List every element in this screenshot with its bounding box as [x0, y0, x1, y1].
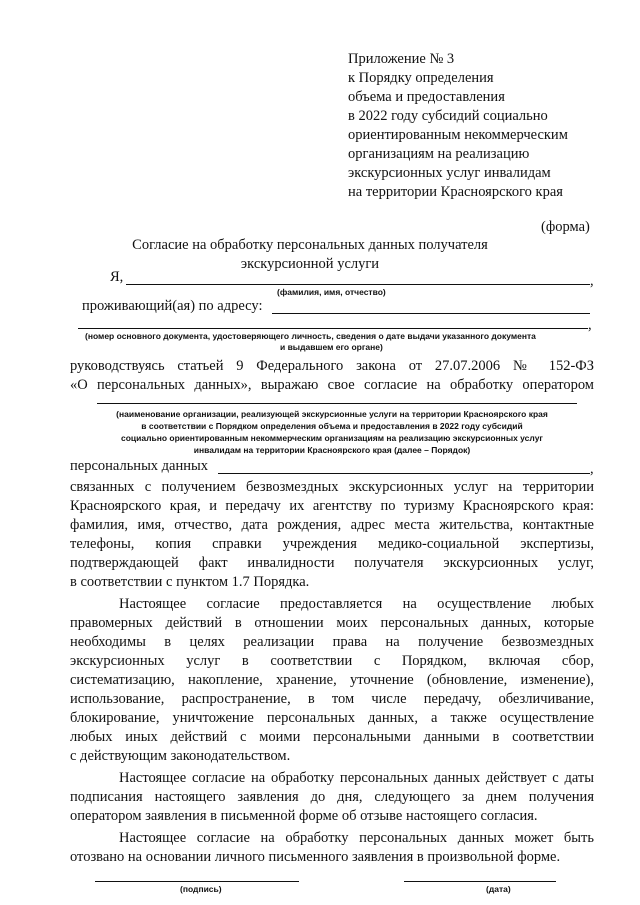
comma: , [590, 273, 594, 289]
paragraph-line: правомерных действий в отношении моих персональных данных, которые [70, 615, 594, 631]
organization-caption-line1: (наименование организации, реализующей экскурсионные услуги на территории Красноярского края [116, 409, 548, 419]
paragraph-line: блокирование, уничтожение персональных данных, а также осуществление [70, 710, 594, 726]
appendix-line: на территории Красноярского края [348, 184, 563, 200]
document-caption-line2: и выдавшем его органе) [280, 342, 383, 352]
paragraph-line: Настоящее согласие предоставляется на осуществление любых [119, 596, 594, 612]
paragraph-line: необходимы в целях реализации права на получение безвозмездных [70, 634, 594, 650]
paragraph-line: экскурсионных услуг в соответствии с Порядком, включая сбор, [70, 653, 594, 669]
paragraph-line: телефоны, копия справки учреждения медико-социальной экспертизы, [70, 536, 594, 552]
address-label: проживающий(ая) по адресу: [82, 298, 263, 314]
guided-line2: «О персональных данных», выражаю свое согласие на обработку оператором [70, 377, 594, 393]
paragraph-line: оператором заявления в письменной форме об отзыве настоящего согласия. [70, 808, 538, 824]
guided-line1: руководствуясь статьей 9 Федерального закона от 27.07.2006 № 152-ФЗ [70, 358, 594, 374]
paragraph-line: отозвано на основании личного письменного заявления в произвольной форме. [70, 849, 561, 865]
document-title-line2: экскурсионной услуги [240, 256, 380, 272]
comma: , [590, 461, 594, 477]
fio-caption: (фамилия, имя, отчество) [277, 287, 386, 297]
paragraph-line: связанных с получением безвозмездных экскурсионных услуг на территории [70, 479, 594, 495]
fio-field-line[interactable] [126, 284, 590, 285]
organization-caption-line4: инвалидам на территории Красноярского края (далее – Порядок) [193, 445, 471, 455]
organization-field-line[interactable] [97, 403, 577, 404]
appendix-line: экскурсионных услуг инвалидам [348, 165, 551, 181]
document-title-line1: Согласие на обработку персональных данных получателя [132, 237, 488, 253]
paragraph-line: использование, распространение, в том числе передачу, обезличивание, [70, 691, 594, 707]
appendix-line: Приложение № 3 [348, 51, 455, 67]
signature-caption: (подпись) [180, 884, 222, 894]
appendix-line: в 2022 году субсидий социально [348, 108, 548, 124]
document-field-line[interactable] [78, 328, 588, 329]
appendix-line: к Порядку определения [348, 70, 494, 86]
paragraph-line: любых иных действий с моими персональными данными в соответствии [70, 729, 594, 745]
paragraph-line: систематизацию, накопление, хранение, уточнение (обновление, изменение), [70, 672, 594, 688]
paragraph-line: Настоящее согласие на обработку персональных данных действует с даты [119, 770, 594, 786]
paragraph-line: Красноярского края, и передачу их агентству по туризму Красноярского края: [70, 498, 594, 514]
paragraph-line: Настоящее согласие на обработку персональных данных может быть [119, 830, 594, 846]
date-field-line[interactable] [404, 881, 556, 882]
form-label: (форма) [541, 219, 590, 235]
paragraph-line: фамилия, имя, отчество, дата рождения, адрес места жительства, контактные [70, 517, 594, 533]
comma: , [588, 317, 592, 333]
appendix-line: организациям на реализацию [348, 146, 530, 162]
paragraph-line: в соответствии с пунктом 1.7 Порядка. [70, 574, 310, 590]
i-prefix: Я, [110, 269, 124, 285]
paragraph-line: подписания настоящего заявления до дня, следующего за днем получения [70, 789, 594, 805]
document-caption-line1: (номер основного документа, удостоверяющего личность, сведения о дате выдачи указанного документа [85, 331, 536, 341]
appendix-line: объема и предоставления [348, 89, 505, 105]
personal-data-field-line[interactable] [218, 473, 590, 474]
organization-caption-line2: в соответствии с Порядком определения объема и предоставления в 2022 году субсидий [141, 421, 523, 431]
paragraph-line: с действующим законодательством. [70, 748, 291, 764]
paragraph-line: подтверждающей факт инвалидности получателя экскурсионных услуг, [70, 555, 594, 571]
appendix-line: ориентированным некоммерческим [348, 127, 568, 143]
signature-field-line[interactable] [95, 881, 299, 882]
organization-caption-line3: социально ориентированным некоммерческим организациям на реализацию экскурсионных услуг [121, 433, 543, 443]
address-field-line[interactable] [272, 313, 590, 314]
date-caption: (дата) [486, 884, 511, 894]
personal-data-label: персональных данных [70, 458, 209, 474]
